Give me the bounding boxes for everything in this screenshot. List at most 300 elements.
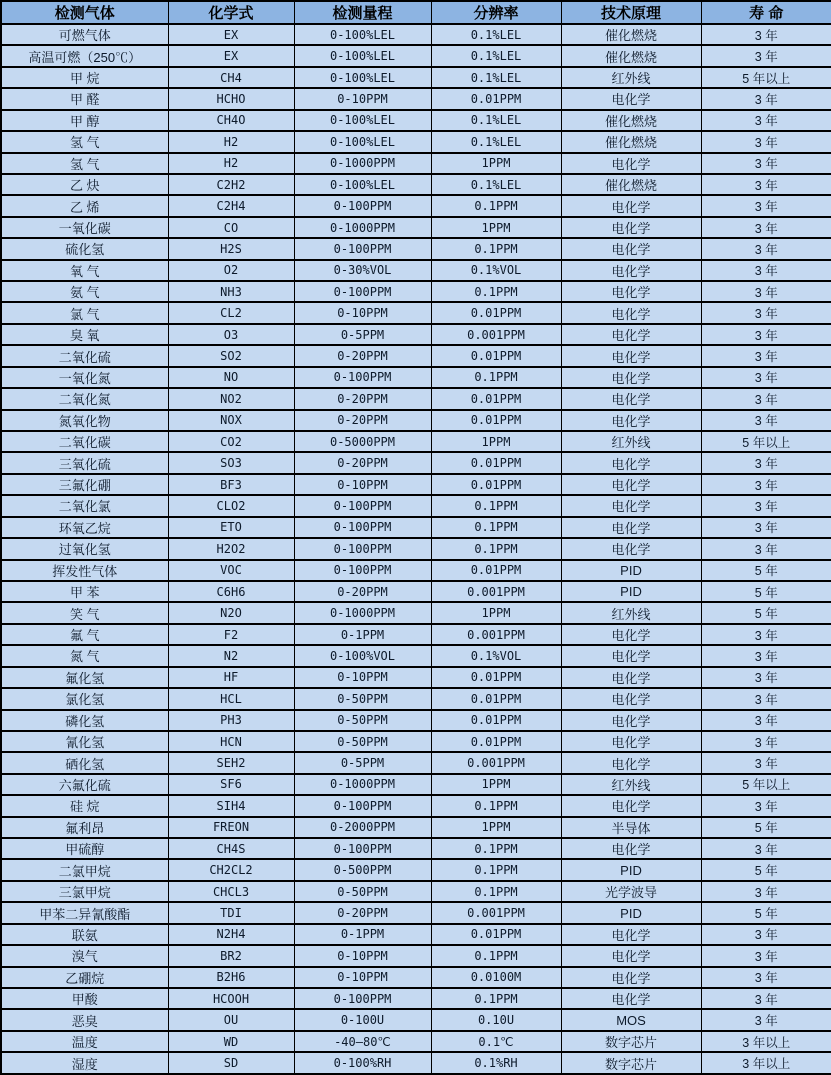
resolution-cell: 0.001PPM — [431, 624, 561, 645]
gas-name-cell: 二氧化碳 — [1, 431, 168, 452]
resolution-cell: 0.1PPM — [431, 517, 561, 538]
lifespan-cell: 3 年 — [701, 302, 831, 323]
lifespan-cell: 3 年 — [701, 495, 831, 516]
resolution-cell: 0.1PPM — [431, 881, 561, 902]
table-row — [1, 1031, 831, 1052]
column-header-lifespan: 寿 命 — [701, 1, 831, 24]
detection-range-cell: 0-10PPM — [294, 88, 431, 109]
chemical-formula-cell: HCOOH — [168, 988, 294, 1009]
gas-name-cell: 联氨 — [1, 924, 168, 945]
technology-principle-cell: 半导体 — [561, 817, 701, 838]
detection-range-cell: 0-100%LEL — [294, 110, 431, 131]
detection-range-cell: 0-20PPM — [294, 902, 431, 923]
lifespan-cell: 3 年 — [701, 324, 831, 345]
technology-principle-cell: 电化学 — [561, 752, 701, 773]
detection-range-cell: 0-100PPM — [294, 238, 431, 259]
table-row — [1, 838, 831, 859]
gas-name-cell: 氢 气 — [1, 131, 168, 152]
chemical-formula-cell: B2H6 — [168, 967, 294, 988]
technology-principle-cell: 电化学 — [561, 345, 701, 366]
lifespan-cell: 3 年 — [701, 517, 831, 538]
table-row — [1, 153, 831, 174]
detection-range-cell: 0-100%RH — [294, 1052, 431, 1074]
lifespan-cell: 3 年 — [701, 131, 831, 152]
header-row — [1, 1, 831, 24]
chemical-formula-cell: SIH4 — [168, 795, 294, 816]
lifespan-cell: 3 年 — [701, 624, 831, 645]
resolution-cell: 0.1PPM — [431, 859, 561, 880]
detection-range-cell: 0-1000PPM — [294, 602, 431, 623]
detection-range-cell: 0-10PPM — [294, 945, 431, 966]
chemical-formula-cell: PH3 — [168, 710, 294, 731]
gas-name-cell: 二氯甲烷 — [1, 859, 168, 880]
table-row — [1, 174, 831, 195]
resolution-cell: 0.01PPM — [431, 688, 561, 709]
detection-range-cell: 0-2000PPM — [294, 817, 431, 838]
resolution-cell: 1PPM — [431, 153, 561, 174]
technology-principle-cell: 电化学 — [561, 517, 701, 538]
chemical-formula-cell: BF3 — [168, 474, 294, 495]
chemical-formula-cell: EX — [168, 45, 294, 66]
gas-name-cell: 硅 烷 — [1, 795, 168, 816]
chemical-formula-cell: NO — [168, 367, 294, 388]
resolution-cell: 0.001PPM — [431, 581, 561, 602]
technology-principle-cell: PID — [561, 560, 701, 581]
technology-principle-cell: 电化学 — [561, 924, 701, 945]
table-row — [1, 581, 831, 602]
technology-principle-cell: PID — [561, 581, 701, 602]
lifespan-cell: 3 年以上 — [701, 1052, 831, 1074]
table-row — [1, 302, 831, 323]
gas-name-cell: 环氧乙烷 — [1, 517, 168, 538]
column-header-gas-name: 检测气体 — [1, 1, 168, 24]
table-row — [1, 624, 831, 645]
detection-range-cell: 0-100%LEL — [294, 174, 431, 195]
detection-range-cell: 0-500PPM — [294, 859, 431, 880]
technology-principle-cell: 光学波导 — [561, 881, 701, 902]
table-row — [1, 538, 831, 559]
chemical-formula-cell: HCN — [168, 731, 294, 752]
resolution-cell: 0.01PPM — [431, 731, 561, 752]
table-body — [1, 24, 831, 1074]
gas-name-cell: 甲硫醇 — [1, 838, 168, 859]
gas-name-cell: 氮 气 — [1, 645, 168, 666]
technology-principle-cell: 电化学 — [561, 667, 701, 688]
chemical-formula-cell: ETO — [168, 517, 294, 538]
table-row — [1, 688, 831, 709]
chemical-formula-cell: N2O — [168, 602, 294, 623]
detection-range-cell: 0-50PPM — [294, 731, 431, 752]
chemical-formula-cell: CH2CL2 — [168, 859, 294, 880]
lifespan-cell: 3 年 — [701, 345, 831, 366]
lifespan-cell: 3 年 — [701, 260, 831, 281]
gas-name-cell: 氧 气 — [1, 260, 168, 281]
technology-principle-cell: PID — [561, 859, 701, 880]
gas-name-cell: 挥发性气体 — [1, 560, 168, 581]
detection-range-cell: 0-20PPM — [294, 581, 431, 602]
lifespan-cell: 3 年 — [701, 945, 831, 966]
gas-name-cell: 硒化氢 — [1, 752, 168, 773]
resolution-cell: 0.1PPM — [431, 281, 561, 302]
resolution-cell: 1PPM — [431, 817, 561, 838]
resolution-cell: 0.001PPM — [431, 902, 561, 923]
gas-name-cell: 一氧化碳 — [1, 217, 168, 238]
lifespan-cell: 3 年 — [701, 538, 831, 559]
table-row — [1, 710, 831, 731]
technology-principle-cell: 电化学 — [561, 838, 701, 859]
table-row — [1, 67, 831, 88]
chemical-formula-cell: H2S — [168, 238, 294, 259]
table-row — [1, 859, 831, 880]
chemical-formula-cell: HF — [168, 667, 294, 688]
gas-name-cell: 氟 气 — [1, 624, 168, 645]
chemical-formula-cell: WD — [168, 1031, 294, 1052]
resolution-cell: 1PPM — [431, 431, 561, 452]
chemical-formula-cell: CL2 — [168, 302, 294, 323]
resolution-cell: 0.01PPM — [431, 710, 561, 731]
resolution-cell: 0.1PPM — [431, 795, 561, 816]
chemical-formula-cell: CHCL3 — [168, 881, 294, 902]
chemical-formula-cell: SEH2 — [168, 752, 294, 773]
technology-principle-cell: 电化学 — [561, 324, 701, 345]
detection-range-cell: 0-50PPM — [294, 881, 431, 902]
chemical-formula-cell: F2 — [168, 624, 294, 645]
table-row — [1, 452, 831, 473]
chemical-formula-cell: HCHO — [168, 88, 294, 109]
lifespan-cell: 3 年 — [701, 153, 831, 174]
table-row — [1, 602, 831, 623]
detection-range-cell: 0-1PPM — [294, 924, 431, 945]
chemical-formula-cell: CO — [168, 217, 294, 238]
gas-name-cell: 三氟化硼 — [1, 474, 168, 495]
lifespan-cell: 5 年 — [701, 817, 831, 838]
resolution-cell: 0.1PPM — [431, 367, 561, 388]
technology-principle-cell: 电化学 — [561, 88, 701, 109]
table-row — [1, 431, 831, 452]
lifespan-cell: 3 年 — [701, 174, 831, 195]
column-header-technology-principle: 技术原理 — [561, 1, 701, 24]
table-row — [1, 752, 831, 773]
gas-name-cell: 氢 气 — [1, 153, 168, 174]
technology-principle-cell: 催化燃烧 — [561, 174, 701, 195]
chemical-formula-cell: SO3 — [168, 452, 294, 473]
table-row — [1, 988, 831, 1009]
gas-name-cell: 二氧化硫 — [1, 345, 168, 366]
table-row — [1, 967, 831, 988]
resolution-cell: 0.01PPM — [431, 924, 561, 945]
gas-name-cell: 乙 炔 — [1, 174, 168, 195]
lifespan-cell: 5 年 — [701, 560, 831, 581]
gas-name-cell: 甲 醇 — [1, 110, 168, 131]
chemical-formula-cell: N2H4 — [168, 924, 294, 945]
lifespan-cell: 5 年 — [701, 859, 831, 880]
chemical-formula-cell: NO2 — [168, 388, 294, 409]
resolution-cell: 0.10U — [431, 1009, 561, 1030]
detection-range-cell: 0-5PPM — [294, 752, 431, 773]
gas-name-cell: 过氧化氢 — [1, 538, 168, 559]
lifespan-cell: 3 年 — [701, 645, 831, 666]
chemical-formula-cell: CO2 — [168, 431, 294, 452]
lifespan-cell: 3 年 — [701, 838, 831, 859]
technology-principle-cell: 电化学 — [561, 731, 701, 752]
lifespan-cell: 3 年 — [701, 688, 831, 709]
gas-name-cell: 氮氧化物 — [1, 410, 168, 431]
gas-name-cell: 笑 气 — [1, 602, 168, 623]
lifespan-cell: 3 年 — [701, 110, 831, 131]
lifespan-cell: 3 年 — [701, 388, 831, 409]
gas-name-cell: 乙 烯 — [1, 195, 168, 216]
resolution-cell: 0.1PPM — [431, 988, 561, 1009]
chemical-formula-cell: FREON — [168, 817, 294, 838]
detection-range-cell: 0-5000PPM — [294, 431, 431, 452]
gas-name-cell: 二氧化氮 — [1, 388, 168, 409]
resolution-cell: 0.01PPM — [431, 474, 561, 495]
table-row — [1, 667, 831, 688]
technology-principle-cell: 电化学 — [561, 238, 701, 259]
resolution-cell: 0.1%VOL — [431, 645, 561, 666]
lifespan-cell: 5 年 — [701, 602, 831, 623]
gas-name-cell: 二氧化氯 — [1, 495, 168, 516]
technology-principle-cell: 电化学 — [561, 474, 701, 495]
technology-principle-cell: 电化学 — [561, 967, 701, 988]
detection-range-cell: 0-20PPM — [294, 452, 431, 473]
chemical-formula-cell: CLO2 — [168, 495, 294, 516]
detection-range-cell: 0-100U — [294, 1009, 431, 1030]
detection-range-cell: 0-30%VOL — [294, 260, 431, 281]
lifespan-cell: 5 年 — [701, 902, 831, 923]
lifespan-cell: 3 年 — [701, 924, 831, 945]
lifespan-cell: 5 年 — [701, 581, 831, 602]
detection-range-cell: 0-100PPM — [294, 517, 431, 538]
technology-principle-cell: 电化学 — [561, 388, 701, 409]
resolution-cell: 0.1PPM — [431, 495, 561, 516]
lifespan-cell: 3 年 — [701, 217, 831, 238]
lifespan-cell: 3 年 — [701, 24, 831, 45]
chemical-formula-cell: VOC — [168, 560, 294, 581]
table-row — [1, 388, 831, 409]
resolution-cell: 0.01PPM — [431, 302, 561, 323]
resolution-cell: 0.1%LEL — [431, 110, 561, 131]
detection-range-cell: 0-5PPM — [294, 324, 431, 345]
gas-name-cell: 臭 氧 — [1, 324, 168, 345]
resolution-cell: 0.1%LEL — [431, 24, 561, 45]
lifespan-cell: 3 年 — [701, 367, 831, 388]
technology-principle-cell: 电化学 — [561, 452, 701, 473]
resolution-cell: 0.0100M — [431, 967, 561, 988]
lifespan-cell: 3 年 — [701, 988, 831, 1009]
chemical-formula-cell: CH4O — [168, 110, 294, 131]
resolution-cell: 0.1PPM — [431, 238, 561, 259]
chemical-formula-cell: H2O2 — [168, 538, 294, 559]
gas-name-cell: 三氯甲烷 — [1, 881, 168, 902]
chemical-formula-cell: SD — [168, 1052, 294, 1074]
detection-range-cell: 0-1000PPM — [294, 153, 431, 174]
chemical-formula-cell: C2H2 — [168, 174, 294, 195]
table-row — [1, 24, 831, 45]
technology-principle-cell: 电化学 — [561, 645, 701, 666]
technology-principle-cell: 电化学 — [561, 624, 701, 645]
chemical-formula-cell: O3 — [168, 324, 294, 345]
gas-name-cell: 甲 醛 — [1, 88, 168, 109]
technology-principle-cell: 电化学 — [561, 302, 701, 323]
technology-principle-cell: 红外线 — [561, 602, 701, 623]
chemical-formula-cell: H2 — [168, 131, 294, 152]
table-row — [1, 924, 831, 945]
detection-range-cell: 0-10PPM — [294, 302, 431, 323]
technology-principle-cell: 电化学 — [561, 195, 701, 216]
lifespan-cell: 3 年以上 — [701, 1031, 831, 1052]
lifespan-cell: 3 年 — [701, 752, 831, 773]
technology-principle-cell: 红外线 — [561, 774, 701, 795]
chemical-formula-cell: O2 — [168, 260, 294, 281]
detection-range-cell: 0-10PPM — [294, 667, 431, 688]
table-row — [1, 495, 831, 516]
table-header — [1, 1, 831, 24]
resolution-cell: 0.1%LEL — [431, 45, 561, 66]
gas-name-cell: 恶臭 — [1, 1009, 168, 1030]
technology-principle-cell: 电化学 — [561, 281, 701, 302]
detection-range-cell: 0-100PPM — [294, 367, 431, 388]
resolution-cell: 1PPM — [431, 217, 561, 238]
table-row — [1, 195, 831, 216]
resolution-cell: 0.01PPM — [431, 410, 561, 431]
table-row — [1, 945, 831, 966]
resolution-cell: 0.01PPM — [431, 88, 561, 109]
gas-name-cell: 甲 苯 — [1, 581, 168, 602]
table-row — [1, 367, 831, 388]
detection-range-cell: 0-100PPM — [294, 560, 431, 581]
resolution-cell: 0.1%LEL — [431, 174, 561, 195]
column-header-detection-range: 检测量程 — [294, 1, 431, 24]
detection-range-cell: 0-100%VOL — [294, 645, 431, 666]
technology-principle-cell: 电化学 — [561, 710, 701, 731]
resolution-cell: 0.1PPM — [431, 838, 561, 859]
detection-range-cell: 0-1000PPM — [294, 774, 431, 795]
lifespan-cell: 3 年 — [701, 88, 831, 109]
technology-principle-cell: 电化学 — [561, 538, 701, 559]
chemical-formula-cell: CH4S — [168, 838, 294, 859]
table-row — [1, 517, 831, 538]
gas-name-cell: 可燃气体 — [1, 24, 168, 45]
detection-range-cell: 0-100PPM — [294, 281, 431, 302]
technology-principle-cell: 电化学 — [561, 217, 701, 238]
technology-principle-cell: 电化学 — [561, 945, 701, 966]
detection-range-cell: 0-100PPM — [294, 838, 431, 859]
detection-range-cell: 0-50PPM — [294, 710, 431, 731]
gas-name-cell: 甲 烷 — [1, 67, 168, 88]
chemical-formula-cell: TDI — [168, 902, 294, 923]
resolution-cell: 1PPM — [431, 774, 561, 795]
technology-principle-cell: 电化学 — [561, 988, 701, 1009]
lifespan-cell: 3 年 — [701, 238, 831, 259]
gas-name-cell: 氰化氢 — [1, 731, 168, 752]
table-row — [1, 88, 831, 109]
table-row — [1, 410, 831, 431]
table-row — [1, 345, 831, 366]
gas-name-cell: 氯化氢 — [1, 688, 168, 709]
chemical-formula-cell: EX — [168, 24, 294, 45]
detection-range-cell: 0-50PPM — [294, 688, 431, 709]
resolution-cell: 0.1PPM — [431, 945, 561, 966]
technology-principle-cell: 红外线 — [561, 431, 701, 452]
column-header-chemical-formula: 化学式 — [168, 1, 294, 24]
lifespan-cell: 3 年 — [701, 710, 831, 731]
detection-range-cell: 0-1000PPM — [294, 217, 431, 238]
detection-range-cell: 0-100%LEL — [294, 67, 431, 88]
technology-principle-cell: 催化燃烧 — [561, 24, 701, 45]
resolution-cell: 0.1PPM — [431, 195, 561, 216]
gas-name-cell: 六氟化硫 — [1, 774, 168, 795]
resolution-cell: 0.01PPM — [431, 667, 561, 688]
chemical-formula-cell: OU — [168, 1009, 294, 1030]
lifespan-cell: 3 年 — [701, 967, 831, 988]
technology-principle-cell: 催化燃烧 — [561, 131, 701, 152]
resolution-cell: 0.01PPM — [431, 560, 561, 581]
technology-principle-cell: 电化学 — [561, 260, 701, 281]
detection-range-cell: 0-100PPM — [294, 988, 431, 1009]
gas-name-cell: 磷化氢 — [1, 710, 168, 731]
resolution-cell: 0.1%LEL — [431, 67, 561, 88]
gas-name-cell: 一氧化氮 — [1, 367, 168, 388]
gas-name-cell: 甲苯二异氰酸酯 — [1, 902, 168, 923]
resolution-cell: 0.01PPM — [431, 452, 561, 473]
table-row — [1, 1052, 831, 1074]
detection-range-cell: 0-100%LEL — [294, 45, 431, 66]
chemical-formula-cell: CH4 — [168, 67, 294, 88]
technology-principle-cell: 数字芯片 — [561, 1031, 701, 1052]
chemical-formula-cell: SO2 — [168, 345, 294, 366]
chemical-formula-cell: H2 — [168, 153, 294, 174]
table-row — [1, 260, 831, 281]
table-row — [1, 774, 831, 795]
lifespan-cell: 3 年 — [701, 1009, 831, 1030]
table-row — [1, 45, 831, 66]
gas-name-cell: 氨 气 — [1, 281, 168, 302]
detection-range-cell: 0-100PPM — [294, 795, 431, 816]
resolution-cell: 0.01PPM — [431, 388, 561, 409]
chemical-formula-cell: HCL — [168, 688, 294, 709]
gas-name-cell: 硫化氢 — [1, 238, 168, 259]
chemical-formula-cell: SF6 — [168, 774, 294, 795]
table-row — [1, 795, 831, 816]
lifespan-cell: 3 年 — [701, 410, 831, 431]
detection-range-cell: 0-100PPM — [294, 495, 431, 516]
technology-principle-cell: 电化学 — [561, 153, 701, 174]
chemical-formula-cell: C2H4 — [168, 195, 294, 216]
technology-principle-cell: 催化燃烧 — [561, 45, 701, 66]
lifespan-cell: 3 年 — [701, 731, 831, 752]
table-row — [1, 324, 831, 345]
detection-range-cell: 0-10PPM — [294, 967, 431, 988]
table-row — [1, 131, 831, 152]
table-row — [1, 238, 831, 259]
technology-principle-cell: 电化学 — [561, 495, 701, 516]
chemical-formula-cell: C6H6 — [168, 581, 294, 602]
table-row — [1, 560, 831, 581]
resolution-cell: 1PPM — [431, 602, 561, 623]
technology-principle-cell: MOS — [561, 1009, 701, 1030]
gas-name-cell: 温度 — [1, 1031, 168, 1052]
gas-name-cell: 三氧化硫 — [1, 452, 168, 473]
technology-principle-cell: 数字芯片 — [561, 1052, 701, 1074]
detection-range-cell: 0-100%LEL — [294, 131, 431, 152]
lifespan-cell: 3 年 — [701, 45, 831, 66]
technology-principle-cell: 电化学 — [561, 795, 701, 816]
gas-name-cell: 氟化氢 — [1, 667, 168, 688]
gas-name-cell: 乙硼烷 — [1, 967, 168, 988]
lifespan-cell: 5 年以上 — [701, 67, 831, 88]
table-row — [1, 817, 831, 838]
